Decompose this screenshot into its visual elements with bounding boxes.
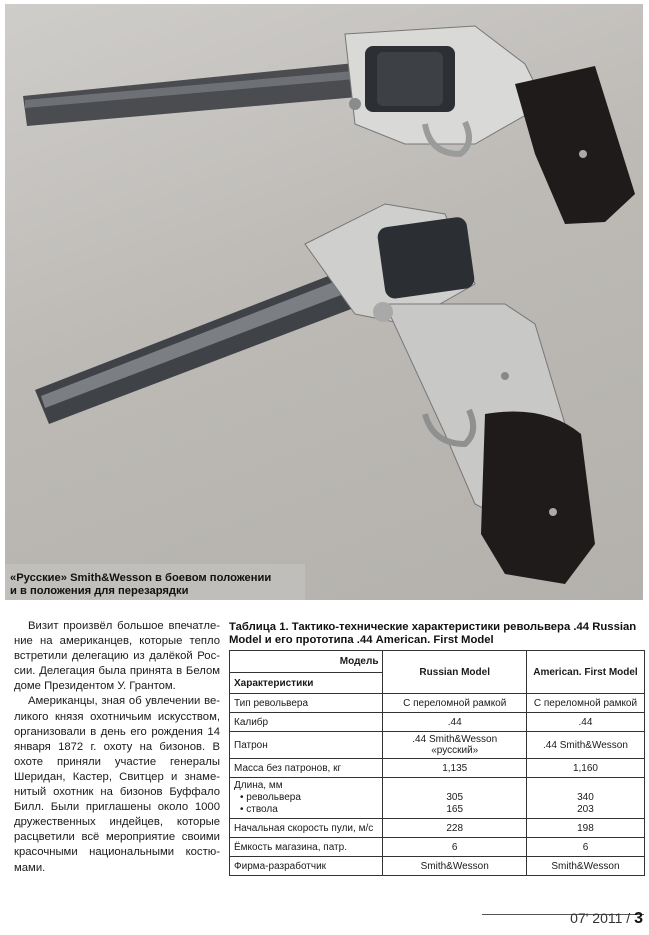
header-model: Модель xyxy=(230,651,383,673)
length-barrel-label: • ствола xyxy=(240,804,278,815)
row-label: Тип револьвера xyxy=(230,694,383,713)
row-russian: 6 xyxy=(383,838,526,857)
table-row xyxy=(230,713,645,732)
row-american: 1,160 xyxy=(526,759,644,778)
length-russian-barrel: 165 xyxy=(446,804,464,815)
specs-table xyxy=(229,650,645,876)
row-russian: .44 Smith&Wesson «русский» xyxy=(383,732,526,759)
length-american-cell xyxy=(526,778,644,819)
table-row xyxy=(230,857,645,876)
revolver-open xyxy=(35,204,595,584)
table-row xyxy=(230,819,645,838)
table-row xyxy=(230,838,645,857)
revolver-closed xyxy=(23,26,635,224)
page-number-value: 3 xyxy=(634,910,643,927)
row-label: Калибр xyxy=(230,713,383,732)
revolvers-photo xyxy=(5,4,643,600)
row-american: 198 xyxy=(526,819,644,838)
length-russian-revolver: 305 xyxy=(446,792,464,803)
length-label: Длина, мм xyxy=(234,780,283,791)
article-paragraph: Американцы, зная об увлечении ве-ликого князя охотничьим искусством, организовали в день его рождения 14 января 1872 г. охоту на бизонов. В охоте приняли участие генералы Шеридан, Кастер, Свитцер и знаме-нитый охотник на бизонов Буффало Билл. Были приглашены около 1000 дружественных индейцев, которые расцветили всё мероприятие своими красочными национальными костю-мами. xyxy=(14,695,220,874)
row-russian: 228 xyxy=(383,819,526,838)
row-american: 6 xyxy=(526,838,644,857)
row-american: .44 Smith&Wesson xyxy=(526,732,644,759)
table-row xyxy=(230,732,645,759)
row-russian: 1,135 xyxy=(383,759,526,778)
row-label: Масса без патронов, кг xyxy=(230,759,383,778)
row-american: .44 xyxy=(526,713,644,732)
table-row-length xyxy=(230,778,645,819)
row-american: Smith&Wesson xyxy=(526,857,644,876)
row-american: С переломной рамкой xyxy=(526,694,644,713)
row-label: Патрон xyxy=(230,732,383,759)
length-american-revolver: 340 xyxy=(577,792,594,803)
length-label-cell xyxy=(230,778,383,819)
row-label: Фирма-разработчик xyxy=(230,857,383,876)
page-number xyxy=(570,910,643,928)
article-paragraph: Визит произвёл большое впечатле-ние на американцев, которые тепло встретили делегацию из далёкой Рос-сии. Делегация была принята в Белом доме Президентом У. Грантом. xyxy=(14,620,220,693)
length-revolver-label: • револьвера xyxy=(240,792,301,803)
revolvers-illustration xyxy=(5,4,643,600)
header-russian-model: Russian Model xyxy=(383,651,526,694)
table-caption: Таблица 1. Тактико-технические характеристики револьвера .44 Russian Model и его прототипа .44 American. First Model xyxy=(229,621,637,646)
length-russian-cell xyxy=(383,778,526,819)
table-row xyxy=(230,694,645,713)
row-russian: С переломной рамкой xyxy=(383,694,526,713)
photo-caption xyxy=(10,572,271,598)
issue-label: 07' 2011 / xyxy=(570,910,631,926)
photo-caption-line-1: «Русские» Smith&Wesson в боевом положении xyxy=(10,572,272,584)
row-russian: Smith&Wesson xyxy=(383,857,526,876)
photo-caption-line-2: и в положения для перезарядки xyxy=(10,585,189,597)
row-label: Начальная скорость пули, м/с xyxy=(230,819,383,838)
length-american-barrel: 203 xyxy=(577,804,594,815)
article-text xyxy=(14,619,220,876)
row-russian: .44 xyxy=(383,713,526,732)
header-characteristics: Характеристики xyxy=(230,673,383,694)
row-label: Ёмкость магазина, патр. xyxy=(230,838,383,857)
header-american-model: American. First Model xyxy=(526,651,644,694)
table-row xyxy=(230,759,645,778)
